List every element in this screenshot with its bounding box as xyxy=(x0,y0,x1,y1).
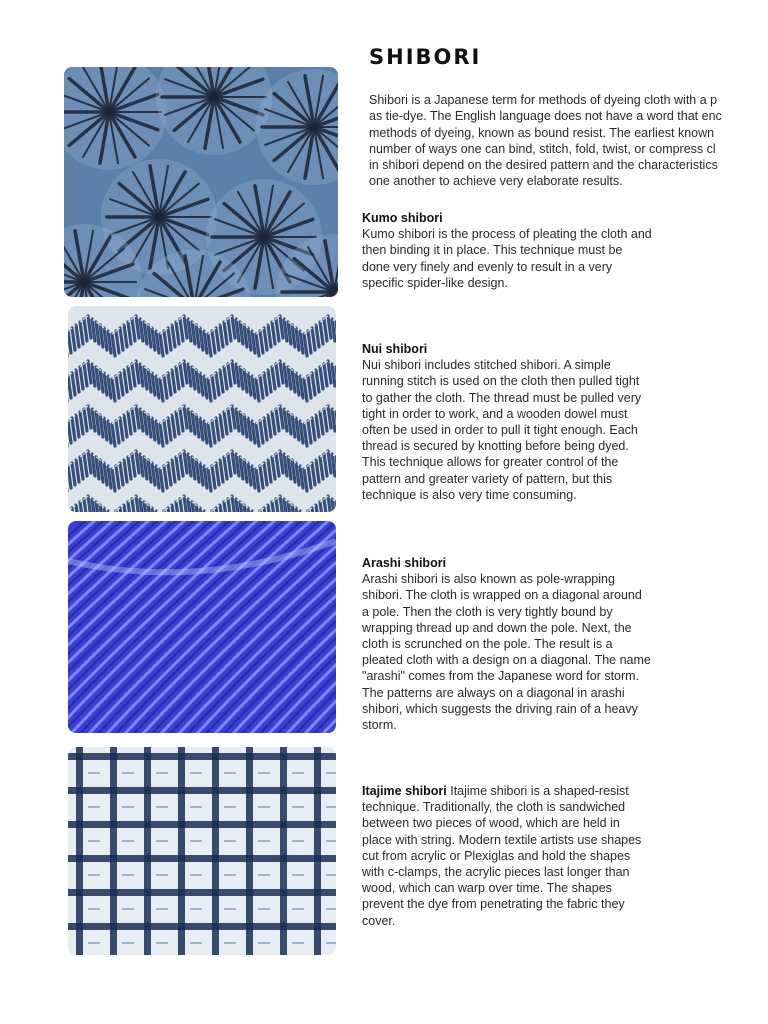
section-line: running stitch is used on the cloth then pulled tight xyxy=(362,374,640,389)
section-line: Nui shibori includes stitched shibori. A simple xyxy=(362,358,611,373)
section-line: a pole. Then the cloth is very tightly bound by xyxy=(362,604,613,619)
section-line: The patterns are always on a diagonal in arashi xyxy=(362,685,625,700)
arashi-shibori-section xyxy=(362,555,692,733)
section-line: prevent the dye from penetrating the fabric they xyxy=(362,897,625,912)
section-line: Arashi shibori is also known as pole-wrapping xyxy=(362,572,615,587)
itajime-shibori-image xyxy=(68,747,336,955)
section-line: to gather the cloth. The thread must be pulled very xyxy=(362,390,642,405)
section-heading: Kumo shibori xyxy=(362,211,443,225)
section-line: place with string. Modern textile artists use shapes xyxy=(362,832,642,847)
kumo-shibori-image xyxy=(64,67,338,297)
intro-line: number of ways one can bind, stitch, fold, twist, or compress cl xyxy=(369,141,716,156)
section-line: specific spider-like design. xyxy=(362,275,508,290)
itajime-shibori-section xyxy=(362,783,692,929)
section-line: then binding it in place. This technique must be xyxy=(362,243,623,258)
section-line: Kumo shibori is the process of pleating the cloth and xyxy=(362,227,652,242)
section-line: technique. Traditionally, the cloth is sandwiched xyxy=(362,800,626,815)
intro-line: one another to achieve very elaborate results. xyxy=(369,174,623,189)
section-line: shibori, which suggests the driving rain of a heavy xyxy=(362,701,638,716)
section-line: tight in order to work, and a wooden dowel must xyxy=(362,406,628,421)
kumo-shibori-section xyxy=(362,210,692,291)
intro-line: in shibori depend on the desired pattern and the characteristics xyxy=(369,158,718,173)
section-line: shibori. The cloth is wrapped on a diagonal around xyxy=(362,588,642,603)
section-line: done very finely and evenly to result in a very xyxy=(362,259,613,274)
intro-line: methods of dyeing, known as bound resist. The earliest known xyxy=(369,125,715,140)
intro-line: as tie-dye. The English language does not have a word that enc xyxy=(369,109,722,124)
arashi-shibori-image xyxy=(68,521,336,733)
section-line: pleated cloth with a design on a diagonal. The name xyxy=(362,653,651,668)
section-line: thread is secured by knotting before being dyed. xyxy=(362,439,629,454)
nui-shibori-section xyxy=(362,341,692,503)
section-line: technique is also very time consuming. xyxy=(362,487,577,502)
section-line: with c-clamps, the acrylic pieces last longer than xyxy=(362,865,630,880)
section-line: Itajime shibori is a shaped-resist xyxy=(446,784,629,798)
section-line: "arashi" comes from the Japanese word for storm. xyxy=(362,669,640,684)
section-line: often be used in order to pull it tight enough. Each xyxy=(362,423,638,438)
section-first-line xyxy=(362,783,692,799)
page-title: SHIBORI xyxy=(369,45,482,69)
intro-paragraph xyxy=(369,92,768,190)
section-line: storm. xyxy=(362,718,397,733)
section-line: between two pieces of wood, which are held in xyxy=(362,816,620,831)
nui-shibori-image xyxy=(68,306,336,512)
section-heading: Arashi shibori xyxy=(362,556,447,570)
section-line: pattern and greater variety of pattern, but this xyxy=(362,471,613,486)
section-line: cut from acrylic or Plexiglas and hold the shapes xyxy=(362,848,631,863)
section-heading: Nui shibori xyxy=(362,342,428,356)
section-line: cover. xyxy=(362,913,396,928)
section-line: wood, which can warp over time. The shapes xyxy=(362,881,612,896)
intro-line: Shibori is a Japanese term for methods of dyeing cloth with a p xyxy=(369,93,718,107)
section-heading: Itajime shibori xyxy=(362,784,447,798)
section-line: cloth is scrunched on the pole. The result is a xyxy=(362,637,613,652)
section-line: wrapping thread up and down the pole. Next, the xyxy=(362,620,632,635)
section-line: This technique allows for greater control of the xyxy=(362,455,619,470)
